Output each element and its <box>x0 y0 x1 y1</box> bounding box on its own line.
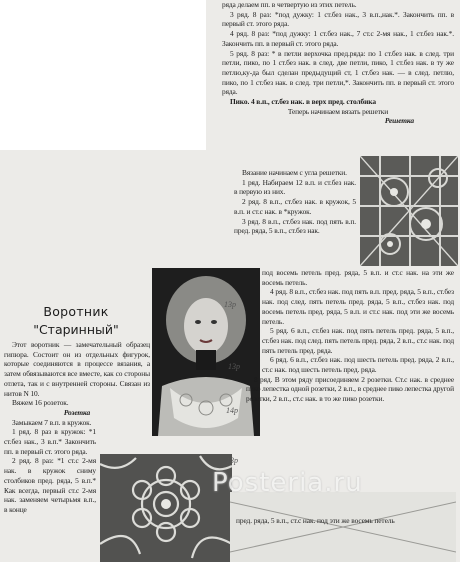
paragraph: пред. ряда, 5 в.п., ст.с нак. под эти же восемь петель <box>236 516 395 525</box>
bottom-lace-strip <box>230 492 456 562</box>
paragraph: Теперь начинаем вязать решетки <box>287 106 389 116</box>
paragraph: Этот воротник — замечательный образец гипюра. Состоит он из отдельных фигурок, которые соединяются в процессе вязания, а затем обвязываются все вместе, как со стороны отлета, так и с внутренней стороны. Связан из нитов N 10. <box>4 340 150 398</box>
paragraph: 5 ряд. 8 раз: * в петли верхочка пред.ряда: по 1 ст.без нак. в след. три петли, пико, по 1 ст.без нак. в след. две петли, пико, 1 ст.без нак. в ту же петлю,ку-да был сделан предыдущий ст, 1 ст.без нак. — в след. петлю, пико, по 1 ст.без нак. в след. три петли,*. Закончить пп. в первый ст. этого ряда. <box>222 48 454 97</box>
article-subtitle: "Старинный" <box>33 322 119 337</box>
blank-area <box>0 0 206 150</box>
paragraph: Замыкаем 7 в.п. в кружок. <box>12 417 92 427</box>
instructions-grid <box>234 168 356 236</box>
paragraph: Вяжем 16 розеток. <box>12 398 69 408</box>
paragraph: 3 ряд. 8 в.п., ст.без нак. под пять в.п. пред. ряда, 5 в.п., ст.без нак. <box>234 216 356 236</box>
paragraph: 4 ряд. 8 в.п., ст.без нак. под пять в.п. пред. ряда, 5 в.п., ст.без нак. под след. пять петель пред. ряда, 5 в.п., ст.без нак. под восемь петель пред. ряда, 5 в.п. и ст.с нак. под эти же восемь петель. <box>262 287 454 326</box>
paragraph: 8 ряд. В этом ряду присоединяем 2 розетки. Ст.с нак. в среднее пико лепестка одной розетки, 2 в.п., в среднее пико лепестка другой розетки, 2 в.п., ст.с нак. в то же пико розетки. <box>246 374 454 404</box>
margin-note: 13р <box>224 300 236 309</box>
bottom-text <box>236 516 456 526</box>
paragraph: 1 ряд. 8 раз в кружок: *1 ст.без нак., 3 в.п.* Закончить пп. в первый ст. этого ряда. <box>4 427 96 456</box>
watermark: Posteria.ru <box>212 468 363 498</box>
instructions-top <box>222 0 454 126</box>
paragraph: 3 ряд. 8 раз: *под дужку: 1 ст.без нак., 3 в.п.,нак.*. Закончить пп. в первый ст. этого ряда. <box>222 9 454 29</box>
paragraph: Пико. 4 в.п., ст.без нак. в верх пред. столбика <box>230 97 376 107</box>
instructions-rows <box>232 268 454 404</box>
paragraph: 4 ряд. 8 раз: *под дужку: 1 ст.без нак., 7 ст.с 2-мя нак., 1 ст.без нак.*. Закончить пп. в первый ст. этого ряда. <box>222 29 454 48</box>
paragraph: ряда делаем пп. в четвертую из этих петель. <box>222 0 357 9</box>
paragraph: под восемь петель пред. ряда, 5 в.п. и ст.с нак. на эти же восемь петель. <box>262 268 454 287</box>
margin-note: 13р <box>228 362 240 371</box>
paragraph: 1 ряд. Набираем 12 в.п. и ст.без нак. в первую из них. <box>234 177 356 197</box>
paragraph: 5 ряд. 6 в.п., ст.без нак. под пять петель пред. ряда, 5 в.п., ст.без нак. под след. пять петель пред. ряда, 2 в.п., ст.с нак. под пять петель пред. ряда. <box>262 326 454 355</box>
margin-note: 13р <box>226 456 238 465</box>
paragraph: 6 ряд. 6 в.п., ст.без нак. под шесть петель пред. ряда, 2 в.п., ст.с нак. под шесть петель пред. ряда. <box>262 355 454 375</box>
subheading: Розетка <box>63 407 91 417</box>
article-title: Воротник <box>43 304 109 319</box>
paragraph: 2 ряд. 8 в.п., ст.без нак. в кружок, 5 в.п. и ст.с нак. в *кружок. <box>234 197 356 216</box>
margin-note: 14р <box>226 406 238 415</box>
subheading: Решетка <box>384 116 414 126</box>
lace-grid-photo <box>360 156 458 266</box>
paragraph: 2 ряд. 8 раз: *1 ст.с 2-мя нак. в кружок сниму столбиков пред. ряда, 5 в.п.* Как всегда, первый ст.с 2-мя нак. заменяем четырьмя в.п., в конце <box>4 456 96 514</box>
paragraph: Вязание начинаем с угла решетки. <box>242 168 347 177</box>
